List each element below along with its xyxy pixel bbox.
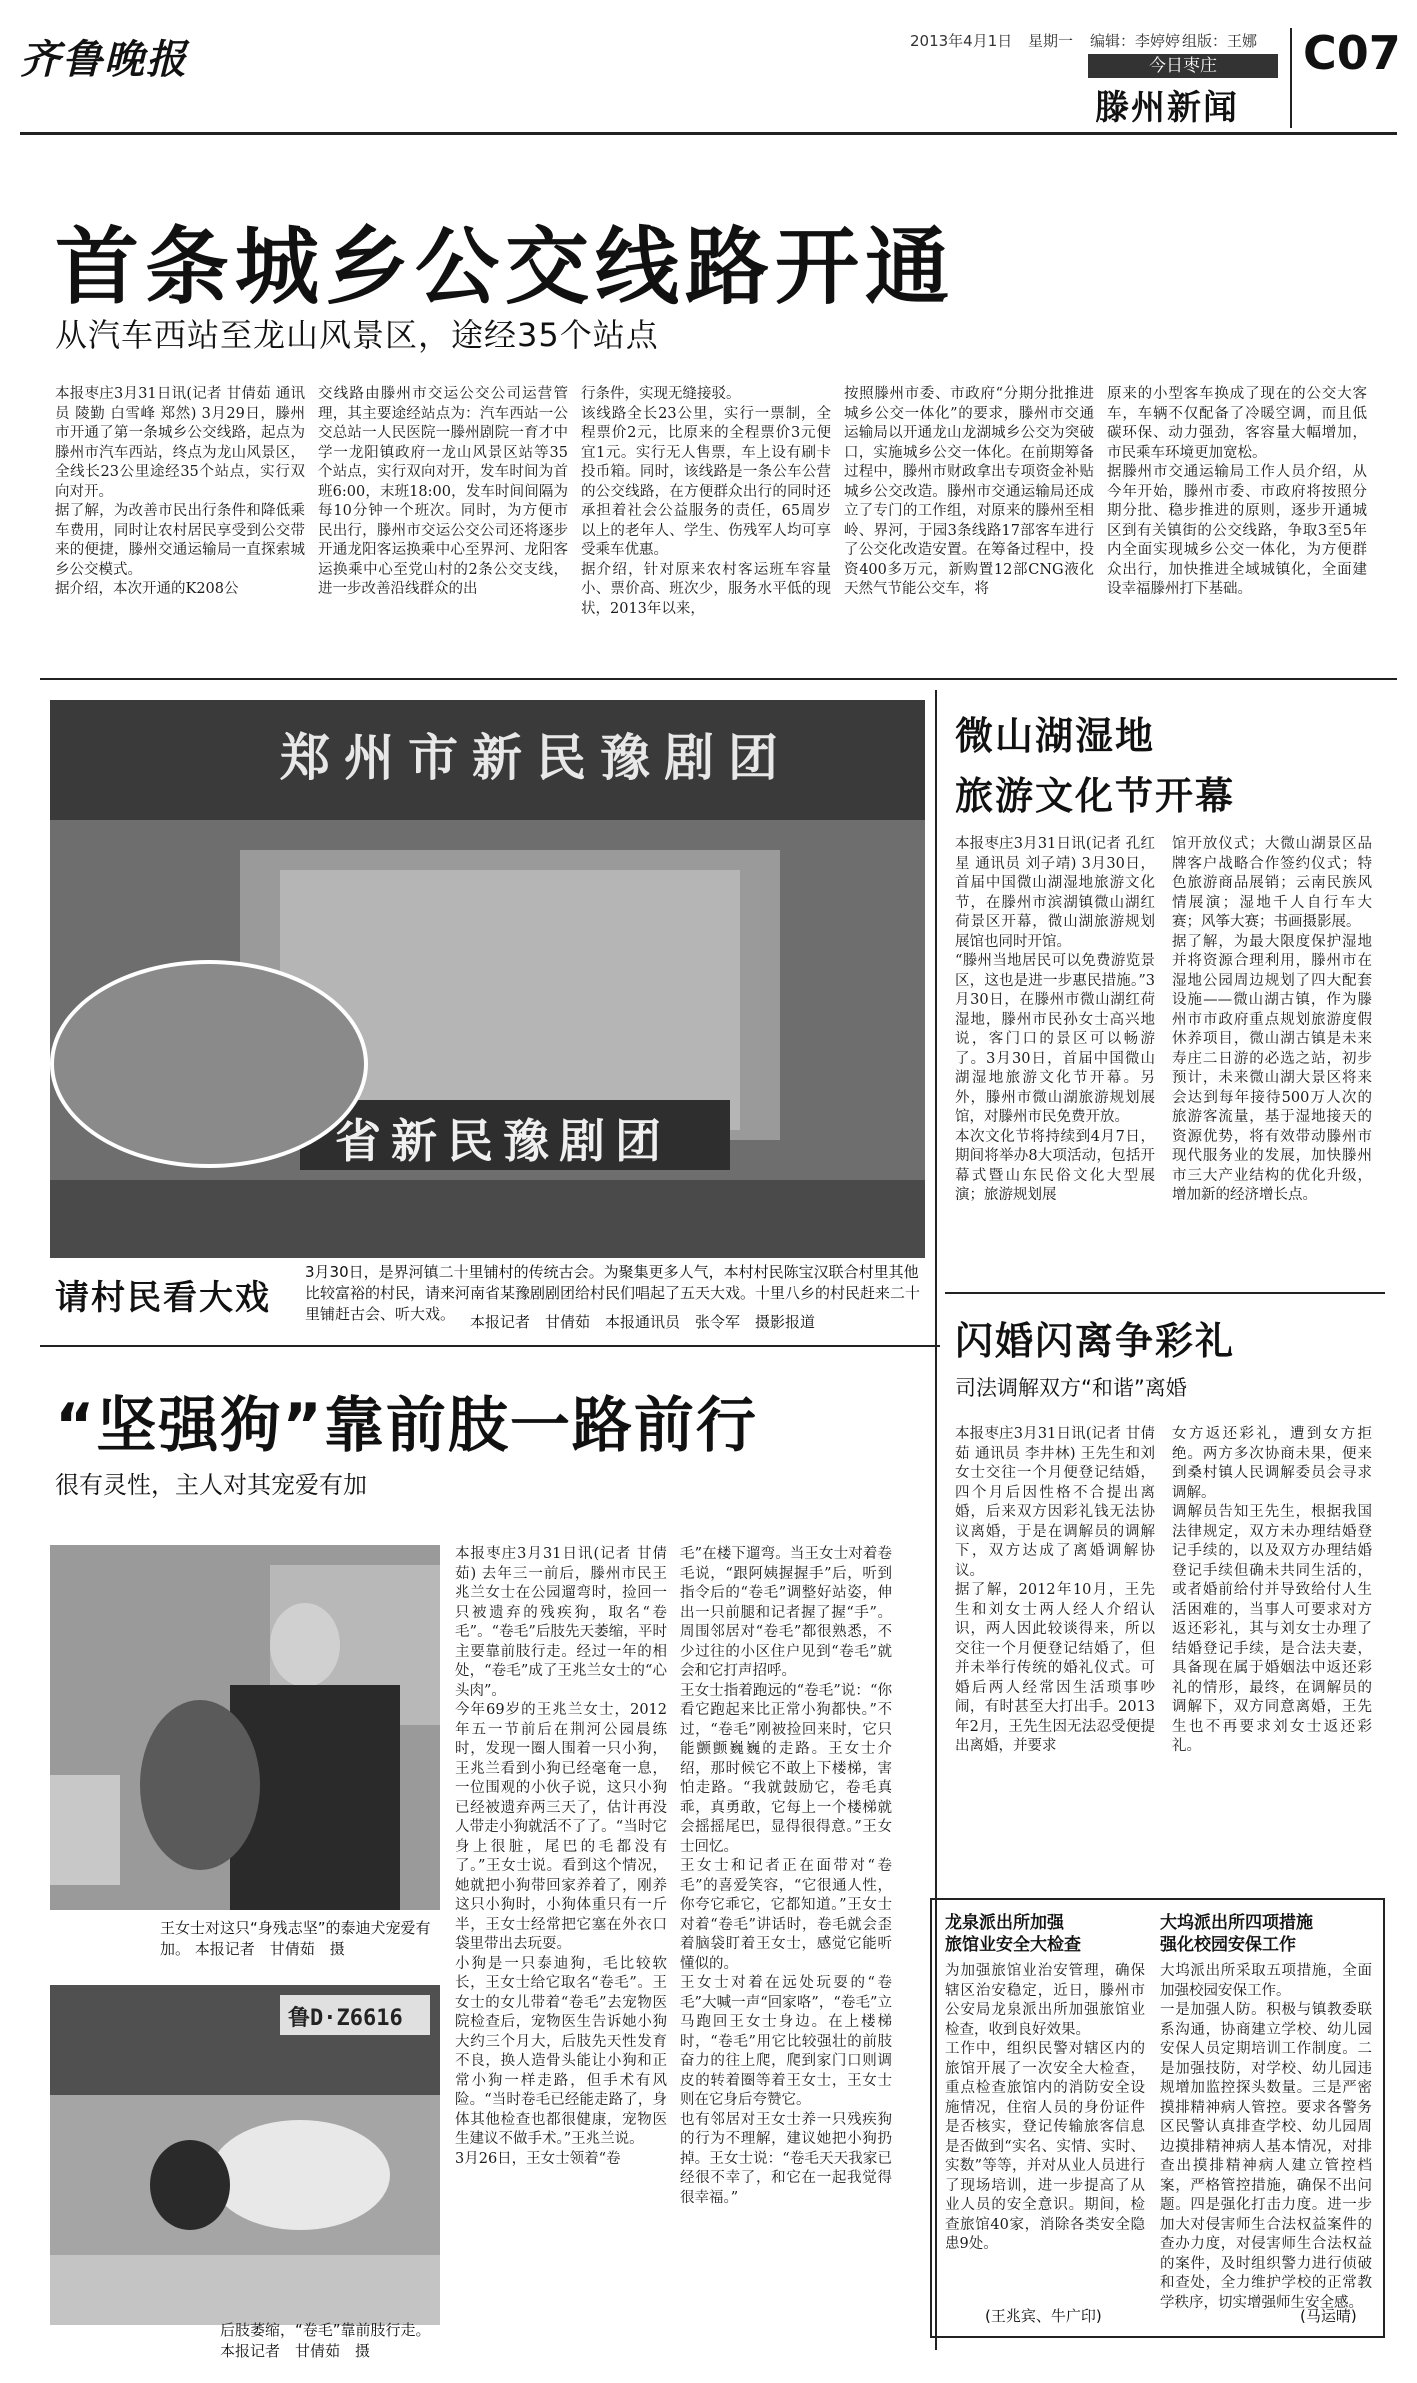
- marriage-subheadline: 司法调解双方“和谐”离婚: [955, 1376, 1187, 1400]
- brief-left-credit: (王兆宾、牛广印): [985, 2307, 1102, 2325]
- editor-credit: 编辑：李婷婷: [1090, 32, 1181, 50]
- wetland-column-1: 本报枣庄3月31日讯(记者 孔红星 通讯员 刘子靖) 3月30日，首届中国微山湖湿地旅游文化节，在滕州市滨湖镇微山湖红荷景区开幕，微山湖旅游规划展馆也同时开馆。 “滕州当地居民可以免费游览景区，这也是进一步惠民措施。”3月30日，在滕州市微山湖红荷湿地，滕州市民孙女士高兴地说，客门口的景区可以畅游了。3月30日，首届中国微山湖湿地旅游文化节开幕。另外，滕州市微山湖旅游规划展馆，对滕州市民免费开放。 本次文化节将持续到4月7日，期间将举办8大项活动，包括开幕式暨山东民俗文化大型展演；旅游规划展: [955, 836, 1155, 1203]
- layout-credit: 组版：王娜: [1182, 32, 1258, 50]
- masthead: 齐鲁晚报: [20, 36, 188, 83]
- brief-right-title-line1: 大坞派出所四项措施: [1160, 1913, 1313, 1933]
- wetland-headline-line1: 微山湖湿地: [955, 714, 1156, 758]
- dog-owner-scene: [50, 1545, 440, 1910]
- brief-right-body: 大坞派出所采取五项措施，全面加强校园安保工作。 一是加强人防。积极与镇教委联系沟通，协商建立学校、幼儿园安保人员定期培训工作制度。二是加强技防，对学校、幼儿园违规增加监控探头数量。三是严密摸排精神病人管控。要求各警务区民警认真排查学校、幼儿园周边摸排精神病人基本情况，对排查出摸排精神病人建立管控档案，严格管控措施，确保不出问题。四是强化打击力度。进一步加大对侵害师生合法权益案件的查办力度，对侵害师生合法权益的案件，及时组织警力进行侦破和查处，全力维护学校的正常教学秩序，切实增强师生安全感。: [1160, 1963, 1372, 2311]
- lead-column-5: 原来的小型客车换成了现在的公交大客车，车辆不仅配备了冷暖空调，而且低碳环保、动力强劲，客容量大幅增加，市民乘车环境更加宽松。 据滕州市交通运输局工作人员介绍，从今年开始，滕州市委、市政府将按照分期分批、稳步推进的原则，逐步开通城区到有关镇街的公交线路，争取3至5年内全面实现城乡公交一体化，为方便群众出行，加快推进全域城镇化，全面建设幸福滕州打下基础。: [1107, 386, 1367, 597]
- lead-column-2: 交线路由滕州市交运公交公司运营管理，其主要途经站点为：汽车西站一公交总站一人民医院一滕州剧院一育才中学一龙阳镇政府一龙山风景区站等35个站点，实行双向对开，发车时间为首班6:00，末班18:00，发车时间间隔为每10分钟一个班次。同时，为方便市民出行，滕州市交运公交公司还将逐步开通龙阳客运换乘中心至界河、龙阳客运换乘中心至党山村的2条公交支线，进一步改善沿线群众的出: [318, 386, 568, 597]
- dog-column-2: 毛”在楼下遛弯。当王女士对着卷毛说，“跟阿姨握握手”后，听到指令后的“卷毛”调整好站姿，伸出一只前腿和记者握了握“手”。周围邻居对“卷毛”都很熟悉，不少过往的小区住户见到“卷毛”就会和它打声招呼。 王女士指着跑远的“卷毛”说：“你看它跑起来比正常小狗都快。”不过，“卷毛”刚被捡回来时，它只能颤颤巍巍的走路。王女士介绍，那时候它不敢上下楼梯，害怕走路。“我就鼓励它，卷毛真乖，真勇敢，它每上一个楼梯就会摇摇尾巴，显得很得意。”王女士回忆。 王女士和记者正在面带对“卷毛”的喜爱笑容，“它很通人性，你夸它乖它，它都知道。”王女士对着“卷毛”讲话时，卷毛就会歪着脑袋盯着王女士，感觉它能听懂似的。 王女士对着在远处玩耍的“卷毛”大喊一声“回家咯”，“卷毛”立马跑回王女士身边。在上楼梯时，“卷毛”用它比较强壮的前肢奋力的往上爬，爬到家门口则调皮的转着圈等着王女士，王女士则在它身后夸赞它。 也有邻居对王女士养一只残疾狗的行为不理解，建议她把小狗扔掉。王女士说：“卷毛天天我家已经很不幸了，和它在一起我觉得很幸福。”: [680, 1546, 892, 2206]
- marriage-column-2: 女方返还彩礼，遭到女方拒绝。两方多次协商未果，便来到桑村镇人民调解委员会寻求调解。 调解员告知王先生，根据我国法律规定，双方未办理结婚登记手续的，以及双方办理结婚登记手续但确未共同生活的，或者婚前给付并导致给付人生活困难的，当事人可要求对方返还彩礼，其与刘女士办理了结婚登记手续，是合法夫妻，具备现在属于婚姻法中返还彩礼的情形，最终，在调解员的调解下，双方同意离婚，王先生也不再要求刘女士返还彩礼。: [1172, 1426, 1372, 1754]
- brief-left-title-line1: 龙泉派出所加强: [945, 1913, 1064, 1933]
- marriage-column-1: 本报枣庄3月31日讯(记者 甘倩茹 通讯员 李井林) 王先生和刘女士交往一个月便登记结婚，四个月后因性格不合提出离婚，后来双方因彩礼钱无法协议离婚，于是在调解员的调解下，双方达成了离婚调解协议。 据了解，2012年10月，王先生和刘女士两人经人介绍认识，两人因此较谈得来，所以交往一个月便登记结婚了，但并未举行传统的婚礼仪式。可婚后两人经常因生活琐事吵闹，有时甚至大打出手。2013年2月，王先生因无法忍受便提出离婚，并要求: [955, 1426, 1155, 1754]
- dog-subheadline: 很有灵性，主人对其宠爱有加: [55, 1471, 367, 1499]
- section-name: 滕州新闻: [1095, 88, 1239, 128]
- brief-left-body: 为加强旅馆业治安管理，确保辖区治安稳定，近日，滕州市公安局龙泉派出所加强旅馆业检查，收到良好效果。 工作中，组织民警对辖区内的旅馆开展了一次安全大检查，重点检查旅馆内的消防安全设施情况，住宿人员的身份证件是否核实，登记传输旅客信息是否做到“实名、实情、实时、实数”等等，并对从业人员进行了现场培训，进一步提高了从业人员的安全意识。期间，检查旅馆40家，消除各类安全隐患9处。: [945, 1963, 1145, 2252]
- photo-story-title: 请村民看大戏: [55, 1278, 271, 1318]
- lead-column-3: 行条件，实现无缝接驳。 该线路全长23公里，实行一票制，全程票价2元，比原来的全程票价3元便宜1元。实行无人售票，车上设有刷卡投币箱。同时，该线路是一条公车公营的公交线路，在方便群众出行的同时还承担着社会公益服务的责任，65周岁以上的老年人、学生、伤残军人均可享受乘车优惠。 据介绍，针对原来农村客运班车容量小、票价高、班次少，服务水平低的现状，2013年以来，: [581, 386, 831, 617]
- opera-stage-photo: [50, 700, 925, 1258]
- wetland-headline-line2: 旅游文化节开幕: [955, 774, 1236, 818]
- header-vertical-rule: [1290, 28, 1292, 128]
- license-plate: 鲁D·Z6616: [288, 2006, 403, 2031]
- audience-inset-photo: [50, 960, 368, 1168]
- dog-walking-scene: [50, 1985, 440, 2325]
- photo-story-caption: 3月30日，是界河镇二十里铺村的传统古会。为聚集更多人气，本村村民陈宝汉联合村里其他比较富裕的村民，请来河南省某豫剧剧团给村民们唱起了五天大戏。十里八乡的村民赶来二十里铺赶古会、听大戏。: [305, 1263, 921, 1323]
- marriage-headline: 闪婚闪离争彩礼: [955, 1319, 1236, 1363]
- page-number: C07: [1303, 26, 1401, 80]
- lead-column-4: 按照滕州市委、市政府“分期分批推进城乡公交一体化”的要求，滕州市交通运输局以开通龙山龙湖城乡公交为突破口，实施城乡公交一体化。在前期筹备过程中，滕州市财政拿出专项资金补贴城乡公交改造。滕州市交通运输局还成立了专门的工作组，对原来的滕州至相岭、界河，于园3条线路17部客车进行了公交化改造安置。在筹备过程中，投资400多万元，新购置12部CNG液化天然气节能公交车，将: [844, 386, 1094, 597]
- stage-banner-top: 郑州市新民豫剧团: [280, 729, 792, 787]
- dog-column-1: 本报枣庄3月31日讯(记者 甘倩茹) 去年三一前后，滕州市民王兆兰女士在公园遛弯时，捡回一只被遗弃的残疾狗，取名“卷毛”。“卷毛”后肢先天萎缩，平时主要靠前肢行走。经过一年的相处，“卷毛”成了王兆兰女士的“心头肉”。 今年69岁的王兆兰女士，2012年五一节前后在荆河公园晨练时，发现一圈人围着一只小狗，王兆兰看到小狗已经毫奄一息，一位围观的小伙子说，这只小狗已经被遗弃两三天了，估计再没人带走小狗就活不了了。“当时它身上很脏，尾巴的毛都没有了。”王女士说。看到这个情况，她就把小狗带回家养着了，刚养这只小狗时，小狗体重只有一斤半，王女士经常把它塞在外衣口袋里带出去玩耍。 小狗是一只泰迪狗，毛比较软长，王女士给它取名“卷毛”。王女士的女儿带着“卷毛”去宠物医院检查后，宠物医生告诉她小狗大约三个月大，后肢先天性发育不良，换人造骨头能让小狗和正常小狗一样走路，但手术有风险。“当时卷毛已经能走路了，身体其他检查也都很健康，宠物医生建议不做手术。”王兆兰说。 3月26日，王女士领着“卷: [455, 1546, 667, 2167]
- brief-right-credit: (马运晴): [1300, 2307, 1357, 2325]
- dog-photo2-caption: 后肢萎缩，“卷毛”靠前肢行走。 本报记者 甘倩茹 摄: [220, 2321, 431, 2360]
- issue-date: 2013年4月1日: [910, 32, 1013, 50]
- stage-banner-front: 省新民豫剧团: [335, 1114, 671, 1168]
- lead-column-1: 本报枣庄3月31日讯(记者 甘倩茹 通讯员 陵勤 白雪峰 郑然) 3月29日，滕州市开通了第一条城乡公交线路，起点为滕州市汽车西站，终点为龙山风景区，全线长23公里途经35个站点，实行双向对开。 据了解，为改善市民出行条件和降低乘车费用，同时让农村居民享受到公交带来的便捷，滕州交通运输局一直探索城乡公交模式。 据介绍，本次开通的K208公: [55, 386, 305, 597]
- section-tag: 今日枣庄: [1088, 54, 1278, 78]
- dog-photo1-caption: 王女士对这只“身残志坚”的泰迪犬宠爱有加。 本报记者 甘倩茹 摄: [160, 1919, 431, 1958]
- photo-story-bottom-rule: [40, 1345, 940, 1347]
- wetland-bottom-rule: [945, 1292, 1385, 1294]
- lead-headline: 首条城乡公交线路开通: [55, 218, 956, 316]
- lead-bottom-rule: [40, 678, 1397, 680]
- lead-subheadline: 从汽车西站至龙山风景区，途经35个站点: [55, 316, 659, 354]
- wetland-column-2: 馆开放仪式；大微山湖景区品牌客户战略合作签约仪式；特色旅游商品展销；云南民族风情展演；湿地千人自行车大赛；风筝大赛；书画摄影展。 据了解，为最大限度保护湿地并将资源合理利用，滕州市在湿地公园周边规划了四大配套设施——微山湖古镇，作为滕州市市政府重点规划旅游度假休养项目，微山湖古镇是未来寿庄二日游的必选之站，初步预计，未来微山湖大景区将来会达到每年接待500万人次的旅游客流量，基于湿地接天的资源优势，将有效带动滕州市现代服务业的发展，加快滕州市三大产业结构的优化升级，增加新的经济增长点。: [1172, 836, 1372, 1203]
- brief-right-title-line2: 强化校园安保工作: [1160, 1935, 1296, 1955]
- brief-left-title-line2: 旅馆业安全大检查: [945, 1935, 1081, 1955]
- dog-walking-photo: [50, 1985, 440, 2325]
- photo-story-credit: 本报记者 甘倩茹 本报通讯员 张令军 摄影报道: [470, 1313, 816, 1331]
- issue-weekday: 星期一: [1028, 32, 1074, 50]
- header-rule: [20, 132, 1397, 135]
- dog-headline: “坚强狗”靠前肢一路前行: [55, 1391, 758, 1461]
- dog-owner-photo: [50, 1545, 440, 1910]
